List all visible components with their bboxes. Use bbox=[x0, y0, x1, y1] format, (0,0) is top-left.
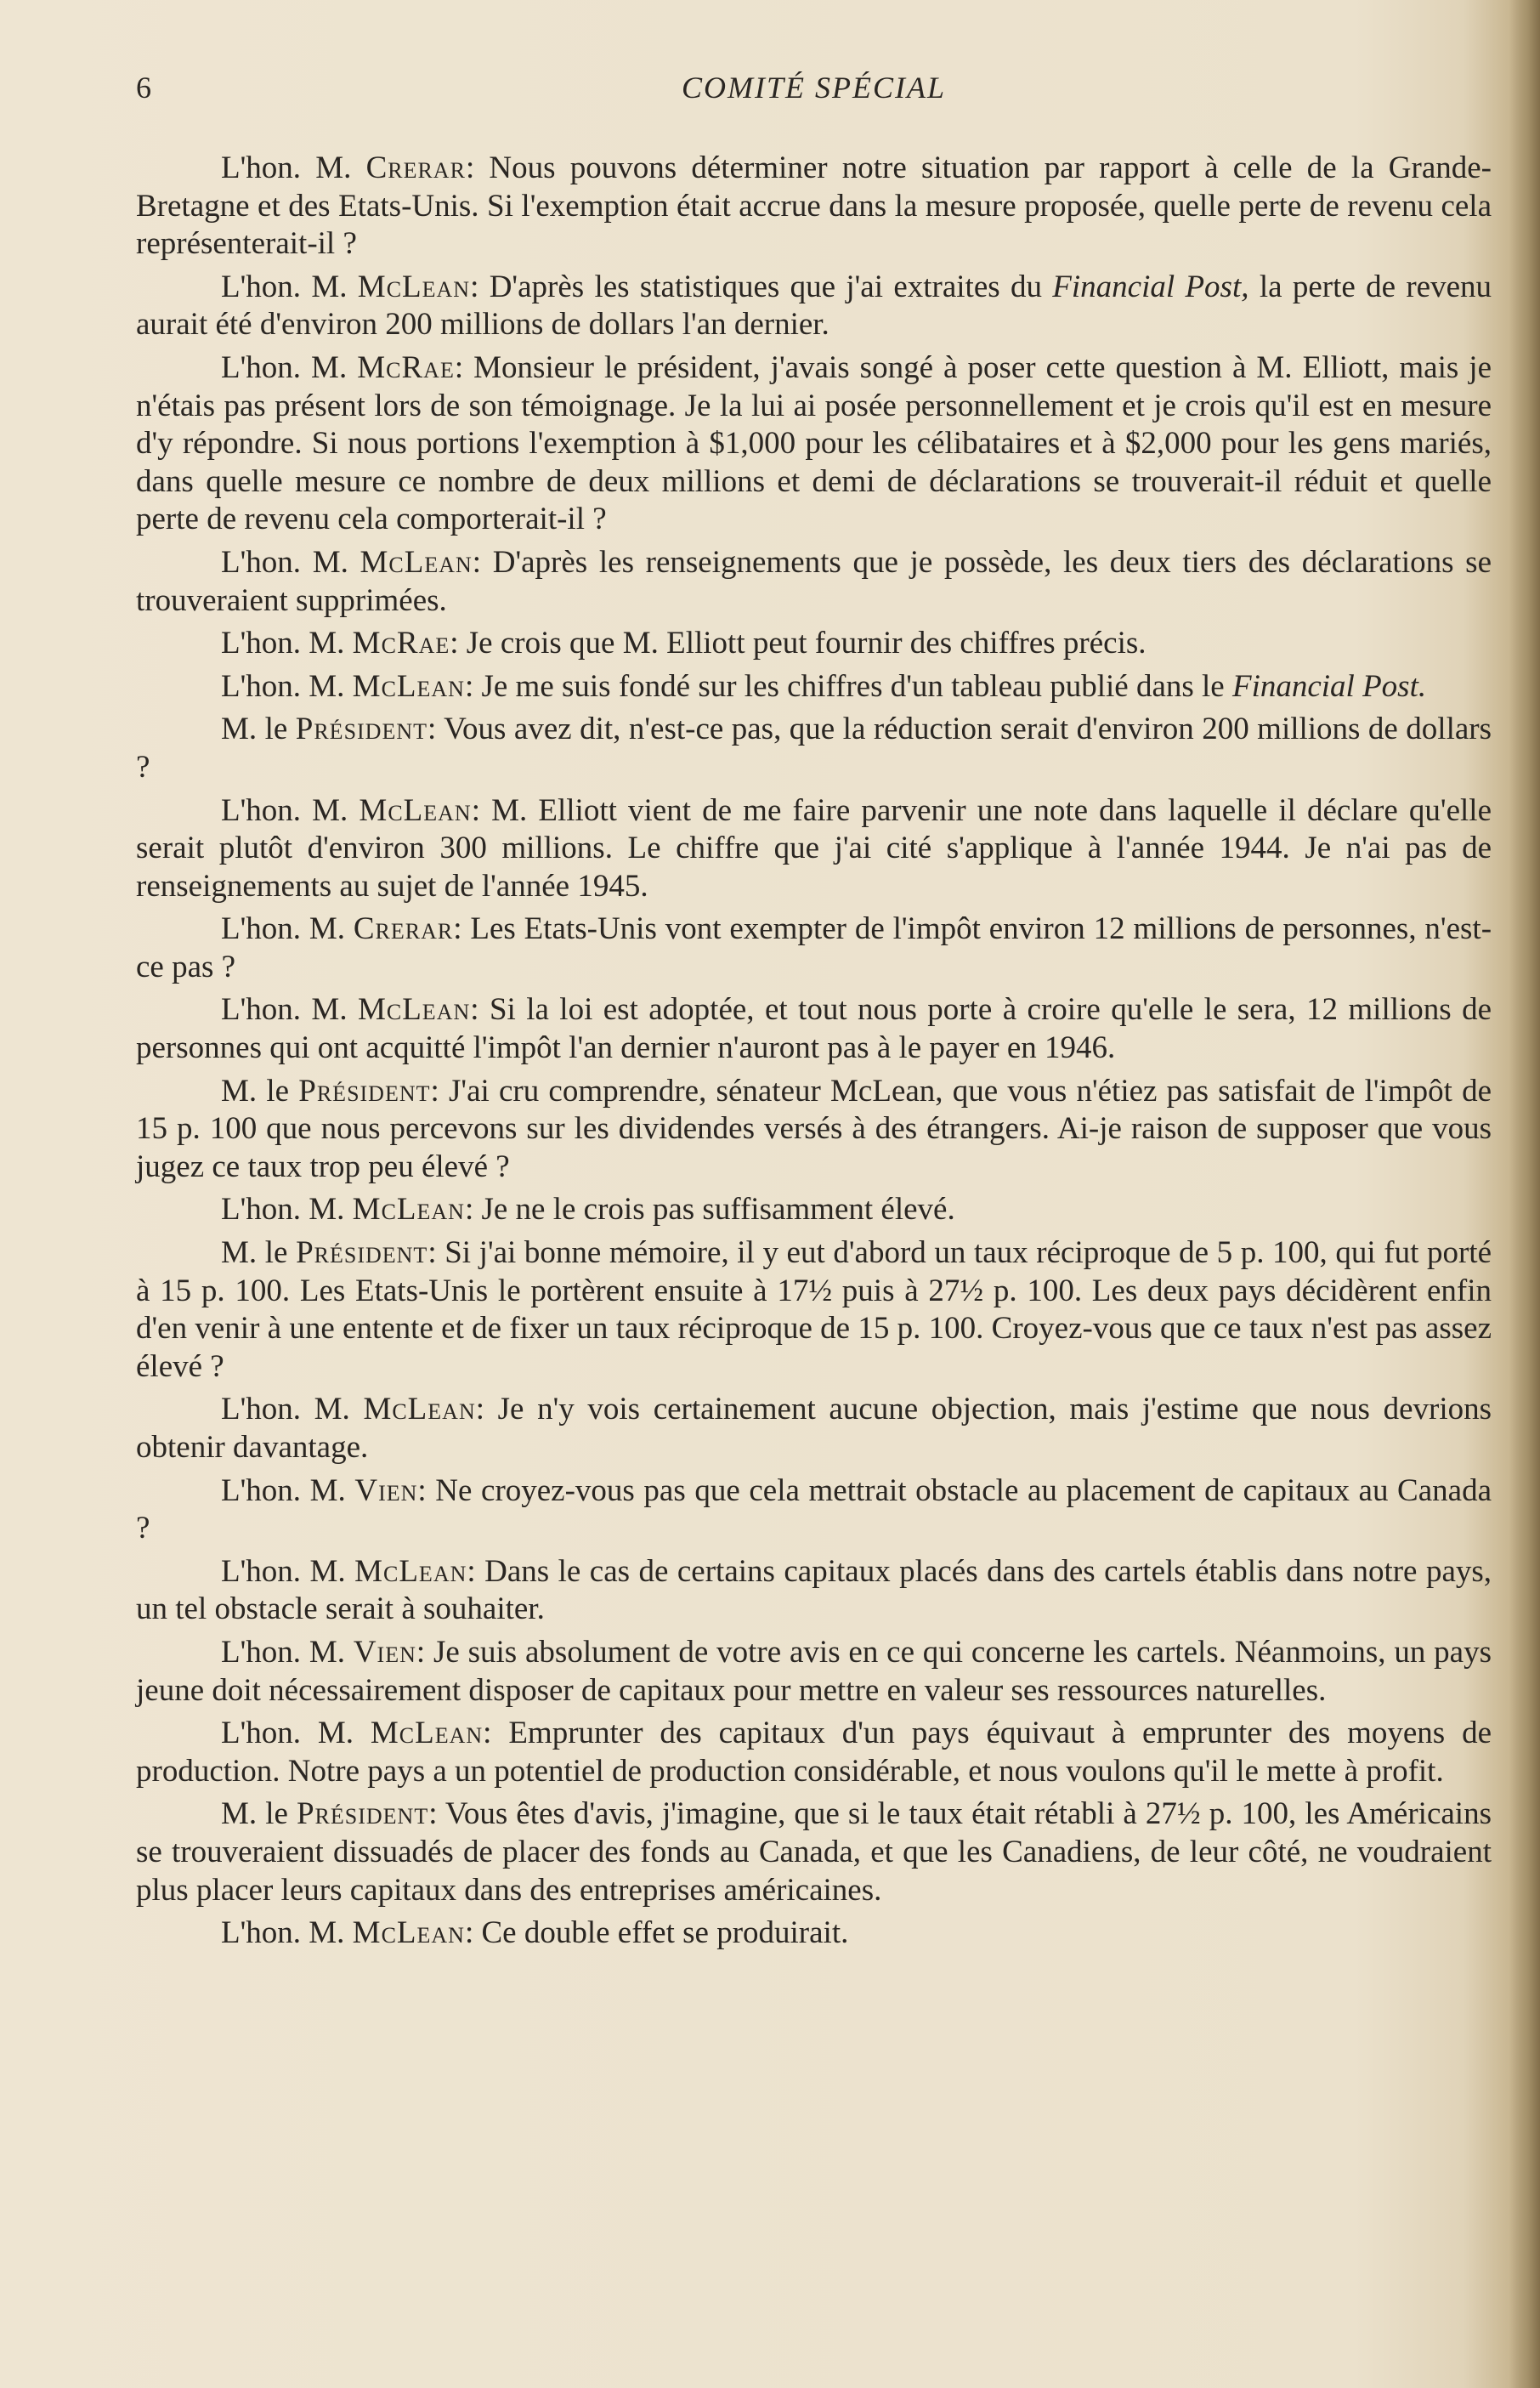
paragraph-text: Vous êtes d'avis, j'imagine, que si le taux était rétabli à 27½ p. 100, les Américains se trouveraient dissuadés de placer des fonds au Canada, et que les Canadiens, de leur côté, ne voudraient plus placer leurs capitaux dans des entreprises américaines. bbox=[136, 1796, 1492, 1908]
paragraph bbox=[136, 544, 1492, 620]
speaker-prefix: L'hon. M. bbox=[221, 1915, 353, 1951]
speaker-prefix: M. le bbox=[221, 712, 296, 747]
speaker-prefix: L'hon. M. bbox=[221, 911, 354, 947]
paragraph bbox=[136, 711, 1492, 786]
page-number: 6 bbox=[136, 71, 151, 105]
paragraph-text: Je me suis fondé sur les chiffres d'un tableau publié dans le bbox=[481, 668, 1232, 704]
speaker-name: McLean bbox=[354, 1553, 467, 1589]
paragraph bbox=[136, 150, 1492, 264]
paragraph bbox=[136, 625, 1492, 663]
speaker-name: McLean bbox=[360, 544, 473, 580]
speaker-name: Président bbox=[295, 712, 428, 747]
paragraph bbox=[136, 1191, 1492, 1229]
speaker-prefix: L'hon. M. bbox=[221, 668, 353, 704]
paragraph bbox=[136, 1914, 1492, 1953]
speaker-name: Président bbox=[296, 1235, 428, 1271]
speaker-prefix: L'hon. M. bbox=[221, 992, 358, 1028]
paragraph bbox=[136, 1715, 1492, 1790]
paragraph-text: Si j'ai bonne mémoire, il y eut d'abord un taux réciproque de 5 p. 100, qui fut porté à 15 p. 100. Les Etats-Unis le portèrent ensuite à 17½ puis à 27½ p. 100. Les deux pays décidèrent enfin d'en venir à une entente et de fixer un taux réciproque de 15 p. 100. Croyez-vous que ce taux n'est pas assez élevé ? bbox=[136, 1235, 1492, 1384]
transcript-body bbox=[136, 150, 1492, 1958]
speaker-separator: : bbox=[470, 992, 490, 1028]
paragraph bbox=[136, 1391, 1492, 1466]
speaker-separator: : bbox=[470, 269, 490, 304]
speaker-separator: : bbox=[427, 1235, 445, 1271]
speaker-name: McRae bbox=[357, 349, 455, 385]
paragraph-text: Les Etats-Unis vont exempter de l'impôt environ 12 millions de personnes, n'est-ce pas ? bbox=[136, 911, 1492, 984]
paragraph bbox=[136, 1073, 1492, 1187]
speaker-separator: : bbox=[464, 1915, 482, 1951]
paragraph-text: Je suis absolument de votre avis en ce qui concerne les cartels. Néanmoins, un pays jeune doit nécessairement disposer de capitaux pour mettre en valeur ses ressources naturelles. bbox=[136, 1634, 1492, 1708]
paragraph bbox=[136, 1553, 1492, 1629]
paragraph bbox=[136, 1234, 1492, 1386]
paragraph-text: D'après les statistiques que j'ai extraites du bbox=[489, 269, 1053, 304]
paragraph-text: Je crois que M. Elliott peut fournir des chiffres précis. bbox=[466, 626, 1147, 661]
speaker-separator: : bbox=[427, 712, 444, 747]
speaker-separator: : bbox=[430, 1073, 449, 1109]
speaker-separator: : bbox=[475, 1392, 498, 1427]
speaker-separator: : bbox=[464, 1192, 482, 1228]
speaker-separator: : bbox=[416, 1634, 433, 1670]
speaker-prefix: L'hon. M. bbox=[221, 349, 358, 385]
publication-title: Financial Post, bbox=[1052, 269, 1249, 304]
paragraph bbox=[136, 1795, 1492, 1909]
speaker-name: Président bbox=[298, 1073, 431, 1109]
paragraph-text-continued: la perte de revenu aurait été d'environ 200 millions de dollars l'an dernier. bbox=[136, 269, 1492, 343]
speaker-prefix: L'hon. M. bbox=[221, 626, 353, 661]
paragraph-text: Je n'y vois certainement aucune objection, mais j'estime que nous devrions obtenir davantage. bbox=[136, 1392, 1492, 1465]
speaker-prefix: L'hon. M. bbox=[221, 1634, 354, 1670]
paragraph-text: Ne croyez-vous pas que cela mettrait obstacle au placement de capitaux au Canada ? bbox=[136, 1472, 1492, 1546]
speaker-name: McLean bbox=[357, 269, 471, 304]
speaker-separator: : bbox=[467, 1553, 485, 1589]
paragraph bbox=[136, 1472, 1492, 1548]
speaker-name: McLean bbox=[352, 668, 465, 704]
speaker-prefix: L'hon. M. bbox=[221, 792, 360, 828]
speaker-name: Crerar bbox=[353, 911, 454, 947]
paragraph-text: D'après les renseignements que je possède, les deux tiers des déclarations se trouveraient supprimées. bbox=[136, 544, 1492, 618]
speaker-prefix: L'hon. M. bbox=[221, 1392, 364, 1427]
paragraph-text: Je ne le crois pas suffisamment élevé. bbox=[481, 1192, 955, 1228]
speaker-prefix: L'hon. M. bbox=[221, 150, 366, 185]
speaker-prefix: L'hon. M. bbox=[221, 1716, 371, 1751]
speaker-prefix: M. le bbox=[221, 1235, 297, 1271]
speaker-prefix: L'hon. M. bbox=[221, 544, 360, 580]
paragraph-text: Emprunter des capitaux d'un pays équivaut à emprunter des moyens de production. Notre pays a un potentiel de production considérable, et nous voulons qu'il le mette à profit. bbox=[136, 1716, 1492, 1789]
paragraph-text: Si la loi est adoptée, et tout nous porte à croire qu'elle le sera, 12 millions de personnes qui ont acquitté l'impôt l'an dernier n'auront pas à le payer en 1946. bbox=[136, 992, 1492, 1066]
speaker-name: Crerar bbox=[365, 150, 466, 185]
speaker-prefix: L'hon. M. bbox=[221, 269, 358, 304]
speaker-name: McLean bbox=[370, 1716, 484, 1751]
speaker-separator: : bbox=[454, 349, 474, 385]
speaker-separator: : bbox=[464, 668, 482, 704]
speaker-name: McLean bbox=[363, 1392, 476, 1427]
speaker-name: Vien bbox=[353, 1634, 416, 1670]
paragraph-text: M. Elliott vient de me faire parvenir une note dans laquelle il déclare qu'elle serait plutôt d'environ 300 millions. Le chiffre que j'ai cité s'applique à l'année 1944. Je n'ai pas de renseignements au sujet de l'année 1945. bbox=[136, 792, 1492, 904]
speaker-name: Président bbox=[296, 1796, 429, 1832]
speaker-separator: : bbox=[450, 626, 467, 661]
page-header bbox=[136, 66, 1492, 109]
speaker-prefix: L'hon. M. bbox=[221, 1553, 355, 1589]
speaker-name: McLean bbox=[352, 1915, 465, 1951]
running-title: COMITÉ SPÉCIAL bbox=[682, 71, 946, 105]
paragraph bbox=[136, 991, 1492, 1067]
speaker-separator: : bbox=[417, 1472, 436, 1508]
speaker-separator: : bbox=[453, 911, 471, 947]
paragraph bbox=[136, 668, 1492, 706]
paragraph-text: Monsieur le président, j'avais songé à poser cette question à M. Elliott, mais je n'étais pas présent lors de son témoignage. Je la lui ai posée personnellement et je crois qu'il est en mesure d'y répondre. Si nous portions l'exemption à $1,000 pour les célibataires et à $2,000 pour les gens mariés, dans quelle mesure ce nombre de deux millions et demi de déclarations se trouverait-il réduit et quelle perte de revenu cela comporterait-il ? bbox=[136, 349, 1492, 537]
speaker-separator: : bbox=[465, 150, 490, 185]
paragraph-text: J'ai cru comprendre, sénateur McLean, que vous n'étiez pas satisfait de l'impôt de 15 p. 100 que nous percevons sur les dividendes versés à des étrangers. Ai-je raison de supposer que vous jugez ce taux trop peu élevé ? bbox=[136, 1073, 1492, 1184]
paragraph-text: Vous avez dit, n'est-ce pas, que la réduction serait d'environ 200 millions de dollars ? bbox=[136, 712, 1492, 785]
speaker-name: McLean bbox=[352, 1192, 465, 1228]
speaker-separator: : bbox=[472, 544, 493, 580]
paragraph bbox=[136, 910, 1492, 986]
speaker-prefix: L'hon. M. bbox=[221, 1472, 355, 1508]
speaker-name: McRae bbox=[352, 626, 450, 661]
page-edge-shadow bbox=[1509, 0, 1540, 2388]
paragraph-text: Dans le cas de certains capitaux placés dans des cartels établis dans notre pays, un tel obstacle serait à souhaiter. bbox=[136, 1553, 1492, 1627]
paragraph bbox=[136, 792, 1492, 906]
speaker-separator: : bbox=[471, 792, 492, 828]
speaker-separator: : bbox=[483, 1716, 509, 1751]
speaker-prefix: M. le bbox=[221, 1073, 299, 1109]
speaker-name: Vien bbox=[354, 1472, 418, 1508]
paragraph bbox=[136, 349, 1492, 539]
paragraph-text: Nous pouvons déterminer notre situation par rapport à celle de la Grande-Bretagne et des Etats-Unis. Si l'exemption était accrue dans la mesure proposée, quelle perte de revenu cela représenterait-il ? bbox=[136, 150, 1492, 262]
paragraph bbox=[136, 1634, 1492, 1710]
speaker-prefix: L'hon. M. bbox=[221, 1192, 353, 1228]
speaker-prefix: M. le bbox=[221, 1796, 297, 1832]
paragraph bbox=[136, 269, 1492, 344]
speaker-separator: : bbox=[428, 1796, 445, 1832]
speaker-name: McLean bbox=[359, 792, 472, 828]
paragraph-text: Ce double effet se produirait. bbox=[481, 1915, 849, 1951]
publication-title: Financial Post. bbox=[1231, 668, 1427, 704]
speaker-name: McLean bbox=[357, 992, 471, 1028]
